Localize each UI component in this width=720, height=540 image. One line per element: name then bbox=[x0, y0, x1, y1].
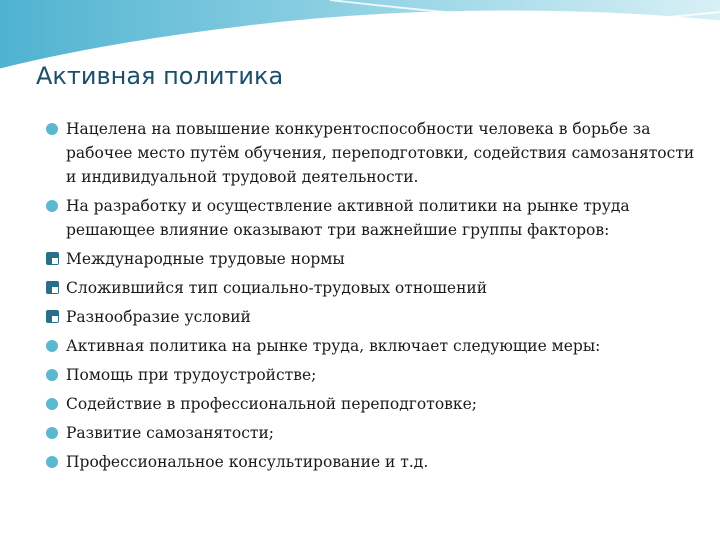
list-item-text: Развитие самозанятости; bbox=[66, 424, 275, 442]
list-item-text: Помощь при трудоустройстве; bbox=[66, 366, 317, 384]
list-item bbox=[46, 450, 706, 474]
list-item-text: Сложившийся тип социально-трудовых отношений bbox=[66, 279, 488, 297]
list-item-text: На разработку и осуществление активной политики на рынке труда решающее влияние оказывают три важнейшие группы факторов: bbox=[66, 197, 630, 239]
round-bullet-icon bbox=[46, 340, 58, 352]
list-item-text: Международные трудовые нормы bbox=[66, 250, 345, 268]
list-item-text: Профессиональное консультирование и т.д. bbox=[66, 453, 429, 471]
bullet-list bbox=[46, 117, 706, 479]
list-item bbox=[46, 194, 706, 242]
round-bullet-icon bbox=[46, 369, 58, 381]
list-item-text: Нацелена на повышение конкурентоспособности человека в борьбе за рабочее место путём обучения, переподготовки, содействия самозанятости и индивидуальной трудовой деятельности. bbox=[66, 120, 695, 186]
round-bullet-icon bbox=[46, 456, 58, 468]
list-item-text: Содействие в профессиональной переподготовке; bbox=[66, 395, 477, 413]
list-item bbox=[46, 117, 706, 189]
list-item bbox=[46, 305, 706, 329]
square-bullet-icon bbox=[46, 310, 59, 323]
list-item bbox=[46, 421, 706, 445]
square-bullet-icon bbox=[46, 252, 59, 265]
list-item-text: Разнообразие условий bbox=[66, 308, 251, 326]
list-item-text: Активная политика на рынке труда, включает следующие меры: bbox=[66, 337, 601, 355]
slide-title: Активная политика bbox=[36, 62, 284, 90]
round-bullet-icon bbox=[46, 200, 58, 212]
list-item bbox=[46, 392, 706, 416]
list-item bbox=[46, 247, 706, 271]
round-bullet-icon bbox=[46, 398, 58, 410]
round-bullet-icon bbox=[46, 123, 58, 135]
list-item bbox=[46, 334, 706, 358]
list-item bbox=[46, 363, 706, 387]
list-item bbox=[46, 276, 706, 300]
square-bullet-icon bbox=[46, 281, 59, 294]
round-bullet-icon bbox=[46, 427, 58, 439]
